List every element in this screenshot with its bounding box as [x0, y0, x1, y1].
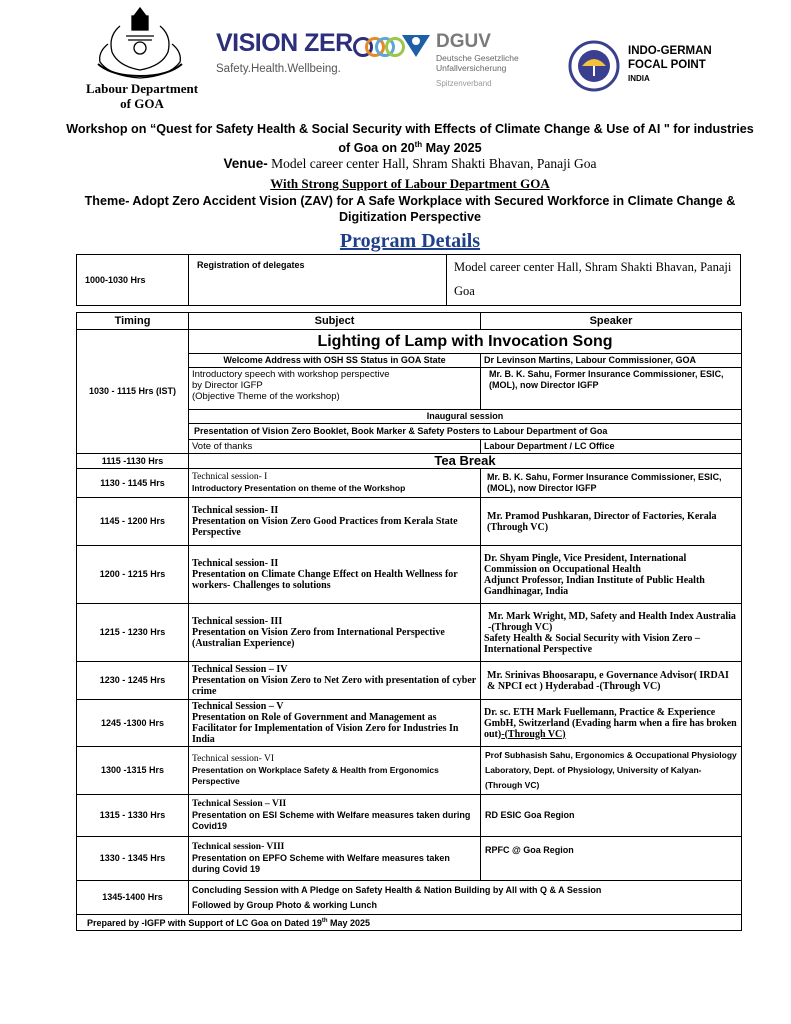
- prepared-by-text: Prepared by -IGFP with Support of LC Goa on Dated 19: [87, 918, 322, 928]
- workshop-title-main: Workshop on “Quest for Safety Health & Social Security with Effects of Climate Change & Use of AI " for industries of Goa on 20: [66, 122, 754, 156]
- workshop-title-sup: th: [414, 140, 423, 149]
- department-name: [72, 81, 212, 111]
- vote-speaker: Labour Department / LC Office: [481, 440, 742, 454]
- dguv-mark-icon: [400, 33, 432, 59]
- session-subject: [189, 604, 481, 662]
- session-topic: Presentation on ESI Scheme with Welfare measures taken during Covid19: [192, 810, 471, 831]
- session-label: Technical session- II: [192, 505, 279, 516]
- session-time: 1300 -1315 Hrs: [77, 747, 189, 795]
- session-label: Technical Session – IV: [192, 664, 288, 675]
- government-emblem-logo: [90, 4, 190, 82]
- welcome-address: Welcome Address with OSH SS Status in GOA State: [189, 354, 481, 368]
- session-topic: Introductory Presentation on theme of the Workshop: [192, 483, 406, 493]
- prepared-by-sup: th: [321, 918, 328, 924]
- table-row: [77, 881, 742, 915]
- igfp-seal-logo: [568, 40, 620, 92]
- dguv-name: DGUV: [436, 31, 491, 52]
- intro-speech-line1: Introductory speech with workshop perspective: [192, 369, 390, 380]
- session-time: 1145 - 1200 Hrs: [77, 498, 189, 546]
- vote-of-thanks: Vote of thanks: [189, 440, 481, 454]
- session-speaker-vc: -(Through VC): [501, 728, 566, 740]
- table-header-row: [77, 313, 742, 330]
- table-row: [77, 498, 742, 546]
- session-speaker: Mr. Pramod Pushkaran, Director of Factories, Kerala (Through VC): [481, 498, 742, 546]
- session-subject: [189, 469, 481, 498]
- lamp-lighting: Lighting of Lamp with Invocation Song: [189, 330, 742, 354]
- column-header-speaker: Speaker: [481, 313, 742, 330]
- tea-break-time: 1115 -1130 Hrs: [77, 454, 189, 469]
- igfp-name-line1: INDO-GERMAN: [628, 45, 712, 57]
- workshop-title: [60, 121, 760, 156]
- table-row: [77, 700, 742, 747]
- tea-break: Tea Break: [189, 454, 742, 469]
- table-row: [77, 469, 742, 498]
- session-topic: Presentation on Vision Zero Good Practices from Kerala State Perspective: [192, 516, 458, 538]
- session-topic: Presentation on EPFO Scheme with Welfare measures taken during Covid 19: [192, 853, 450, 874]
- dguv-subtitle-line2: Unfallversicherung: [436, 63, 507, 73]
- program-table: [76, 312, 742, 931]
- venue-label: Venue-: [223, 156, 268, 171]
- support-line: With Strong Support of Labour Department GOA: [270, 176, 550, 191]
- venue-text: Model career center Hall, Shram Shakti Bhavan, Panaji Goa: [267, 156, 597, 171]
- intro-speech-line2: by Director IGFP: [192, 380, 263, 391]
- vision-zero-wordmark: VISION ZER: [216, 29, 353, 57]
- session-time: 1200 - 1215 Hrs: [77, 546, 189, 604]
- session-subject: [189, 795, 481, 837]
- session-speaker-line2: Adjunct Professor, Indian Institute of Public Health Gandhinagar, India: [484, 574, 705, 597]
- session-subject: [189, 700, 481, 747]
- opening-time: 1030 - 1115 Hrs (IST): [77, 330, 189, 454]
- session-speaker: [481, 700, 742, 747]
- session-speaker-line1: Dr. sc. ETH Mark Fuellemann, Practice & Experience GmbH, Switzerland (Evading harm when a fire has broken out): [484, 706, 737, 740]
- table-footer-row: [77, 915, 742, 931]
- session-speaker: [481, 546, 742, 604]
- intro-speaker: Mr. B. K. Sahu, Former Insurance Commissioner, ESIC, (MOL), now Director IGFP: [481, 368, 742, 410]
- department-name-line2: of GOA: [120, 96, 164, 111]
- department-name-line1: Labour Department: [85, 81, 199, 96]
- session-speaker: RPFC @ Goa Region: [481, 837, 742, 881]
- session-time: 1230 - 1245 Hrs: [77, 662, 189, 700]
- vision-zero-booklet-presentation: Presentation of Vision Zero Booklet, Book Marker & Safety Posters to Labour Department of Goa: [189, 424, 742, 440]
- table-row: [77, 454, 742, 469]
- session-subject: [189, 837, 481, 881]
- table-row: [77, 662, 742, 700]
- workshop-title-end: May 2025: [422, 141, 482, 156]
- session-speaker-line2: Safety Health & Social Security with Vision Zero – International Perspective: [484, 632, 700, 655]
- registration-subject: Registration of delegates: [189, 255, 447, 305]
- session-topic: Presentation on Climate Change Effect on Health Wellness for workers- Challenges to solutions: [192, 569, 458, 591]
- session-label: Technical Session – V: [192, 701, 284, 712]
- session-label: Technical session- VIII: [192, 842, 285, 852]
- table-row: [77, 837, 742, 881]
- closing-time: 1345-1400 Hrs: [77, 881, 189, 915]
- session-speaker: [481, 604, 742, 662]
- column-header-subject: Subject: [189, 313, 481, 330]
- inaugural-session: Inaugural session: [189, 410, 742, 424]
- intro-speech: [189, 368, 481, 410]
- prepared-by-end: May 2025: [327, 918, 371, 928]
- session-topic: Presentation on Vision Zero from International Perspective (Australian Experience): [192, 627, 445, 649]
- dguv-subtitle-line3: Spitzenverband: [436, 79, 492, 88]
- vision-zero-tagline: Safety.Health.Wellbeing.: [216, 62, 341, 75]
- table-row: [77, 330, 742, 354]
- session-time: 1245 -1300 Hrs: [77, 700, 189, 747]
- session-time: 1330 - 1345 Hrs: [77, 837, 189, 881]
- closing-line1: Concluding Session with A Pledge on Safety Health & Nation Building by All with Q & A Session: [192, 884, 602, 895]
- session-label: Technical session- III: [192, 616, 283, 627]
- session-subject: [189, 498, 481, 546]
- vision-zero-logo: [216, 30, 405, 75]
- session-speaker-line1: Mr. Mark Wright, MD, Safety and Health Index Australia -(Through VC): [488, 610, 736, 633]
- welcome-speaker: Dr Levinson Martins, Labour Commissioner, GOA: [481, 354, 742, 368]
- closing-session: [189, 881, 742, 915]
- session-speaker: Prof Subhasish Sahu, Ergonomics & Occupational Physiology Laboratory, Dept. of Physiology, University of Kalyan-(Through VC): [481, 747, 742, 795]
- session-label: Technical session- I: [192, 472, 268, 482]
- session-label: Technical Session – VII: [192, 799, 287, 809]
- session-topic: Presentation on Role of Government and Management as Facilitator for Implementation of Vision Zero for Industries In India: [192, 712, 459, 745]
- igfp-name-line3: INDIA: [628, 74, 650, 83]
- session-speaker-line1: Dr. Shyam Pingle, Vice President, International Commission on Occupational Health: [484, 552, 687, 575]
- registration-time: 1000-1030 Hrs: [77, 255, 189, 305]
- dguv-subtitle: [436, 53, 566, 73]
- session-topic: Presentation on Vision Zero to Net Zero with presentation of cyber crime: [192, 675, 477, 697]
- theme-line: Theme- Adopt Zero Accident Vision (ZAV) for A Safe Workplace with Secured Workforce in Climate Change & Digitization Perspective: [84, 194, 736, 224]
- registration-place: Model career center Hall, Shram Shakti Bhavan, Panaji Goa: [454, 260, 732, 298]
- session-time: 1315 - 1330 Hrs: [77, 795, 189, 837]
- igfp-name: [628, 44, 712, 86]
- table-row: [77, 546, 742, 604]
- table-row: [77, 795, 742, 837]
- session-topic: Presentation on Workplace Safety & Health from Ergonomics Perspective: [192, 765, 439, 786]
- closing-line2: Followed by Group Photo & working Lunch: [192, 899, 377, 910]
- program-details-title: Program Details: [339, 230, 481, 252]
- venue-line: [60, 156, 760, 172]
- session-speaker: Mr. Srinivas Bhoosarapu, e Governance Advisor( IRDAI & NPCI ect ) Hyderabad -(Through VC): [481, 662, 742, 700]
- prepared-by-note: [77, 915, 742, 931]
- session-subject: [189, 662, 481, 700]
- session-subject: [189, 747, 481, 795]
- column-header-timing: Timing: [77, 313, 189, 330]
- igfp-name-line2: FOCAL POINT: [628, 59, 706, 71]
- dguv-subtitle-line1: Deutsche Gesetzliche: [436, 53, 519, 63]
- session-time: 1215 - 1230 Hrs: [77, 604, 189, 662]
- vision-zero-rings-icon: [353, 35, 405, 59]
- intro-speech-line3: (Objective Theme of the workshop): [192, 391, 340, 402]
- session-subject: [189, 546, 481, 604]
- session-speaker: Mr. B. K. Sahu, Former Insurance Commissioner, ESIC, (MOL), now Director IGFP: [481, 469, 742, 498]
- session-label: Technical session- VI: [192, 754, 274, 764]
- registration-table: [76, 254, 741, 306]
- table-row: [77, 604, 742, 662]
- session-speaker: RD ESIC Goa Region: [481, 795, 742, 837]
- session-time: 1130 - 1145 Hrs: [77, 469, 189, 498]
- session-label: Technical session- II: [192, 558, 279, 569]
- table-row: [77, 747, 742, 795]
